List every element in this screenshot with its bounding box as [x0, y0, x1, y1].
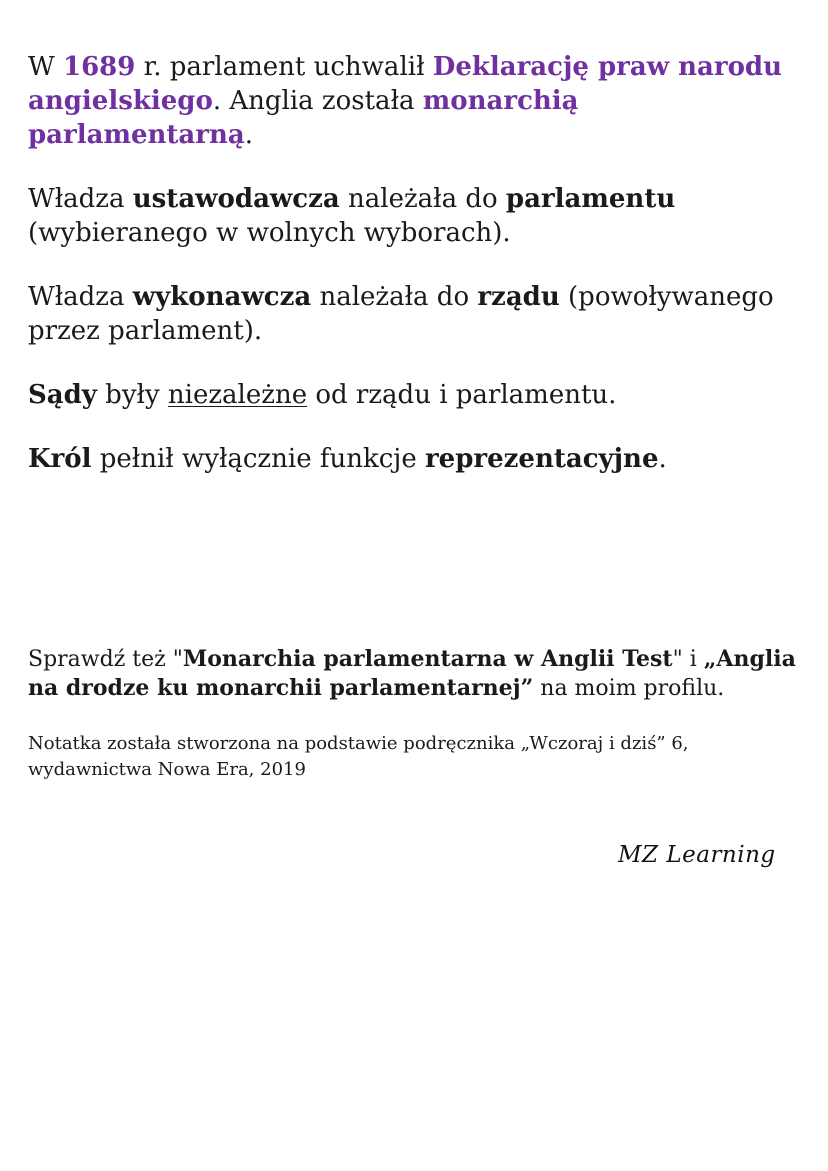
courts-term: Sądy [28, 380, 97, 410]
footer [28, 645, 808, 783]
parliament-term: parlamentu [505, 184, 676, 214]
signature: MZ Learning [618, 842, 776, 868]
source-note: Notatka została stworzona na podstawie podręcznika „Wczoraj i dziś” 6, wydawnictwa Nowa Era, 2019 [28, 733, 689, 780]
independent-term: niezależne [167, 380, 308, 410]
legislative-term: ustawodawcza [132, 184, 340, 214]
other-note-title: „Anglia na drodze ku monarchii parlamentarnej” [28, 646, 796, 701]
representative-term: reprezentacyjne [424, 444, 659, 474]
note-body [28, 50, 808, 506]
king-term: Król [28, 444, 92, 474]
test-title: Monarchia parlamentarna w Anglii Test [182, 646, 673, 672]
paragraph-king: Król pełnił wyłącznie funkcje reprezentacyjne. [28, 444, 667, 474]
year-highlight: 1689 [63, 52, 136, 82]
monarchy-highlight: monarchią parlamentarną [28, 86, 579, 150]
paragraph-courts: Sądy były niezależne od rządu i parlamentu. [28, 380, 617, 410]
paragraph-declaration: W 1689 r. parlament uchwalił Deklarację praw narodu angielskiego. Anglia została monarchią parlamentarną. [28, 52, 783, 150]
executive-term: wykonawcza [132, 282, 312, 312]
declaration-highlight: Deklarację praw narodu angielskiego [28, 52, 783, 116]
government-term: rządu [477, 282, 560, 312]
see-also-text: Sprawdź też "Monarchia parlamentarna w Anglii Test" i „Anglia na drodze ku monarchii parlamentarnej” na moim profilu. [28, 646, 796, 701]
paragraph-executive: Władza wykonawcza należała do rządu (powoływanego przez parlament). [28, 282, 774, 346]
paragraph-legislative: Władza ustawodawcza należała do parlamentu (wybieranego w wolnych wyborach). [28, 184, 676, 248]
